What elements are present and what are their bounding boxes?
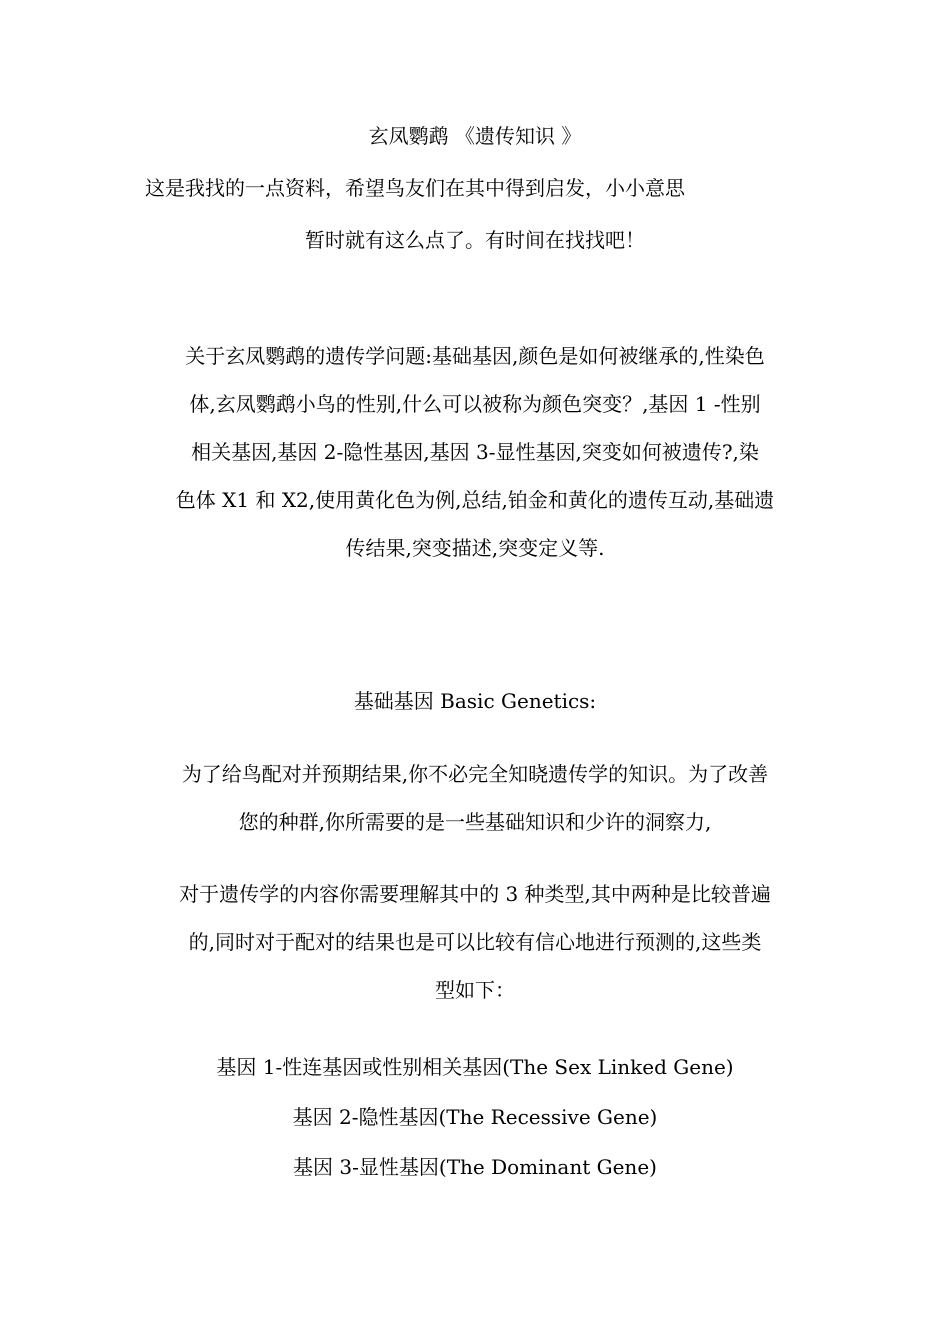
toc-paragraph <box>140 332 810 572</box>
intro-line-1: 这是我找的一点资料，希望鸟友们在其中得到启发，小小意思 <box>145 176 685 200</box>
gene-type-3: 基因 3-显性基因(The Dominant Gene) <box>293 1155 657 1179</box>
paragraph-line: 对于遗传学的内容你需要理解其中的 3 种类型,其中两种是比较普遍 <box>179 882 771 906</box>
basic-genetics-paragraph-2 <box>140 870 810 1014</box>
toc-line: 色体 X1 和 X2,使用黄化色为例,总结,铂金和黄化的遗传互动,基础遗 <box>175 488 775 512</box>
paragraph-line: 的,同时对于配对的结果也是可以比较有信心地进行预测的,这些类 <box>188 930 762 954</box>
paragraph-line: 型如下： <box>435 978 515 1002</box>
section-heading-basic-genetics: 基础基因 Basic Genetics: <box>353 689 597 713</box>
toc-line: 传结果,突变描述,突变定义等. <box>345 536 605 560</box>
basic-genetics-paragraph-1 <box>140 750 810 846</box>
toc-line: 相关基因,基因 2-隐性基因,基因 3-显性基因,突变如何被遗传?,染 <box>191 440 759 464</box>
gene-type-1: 基因 1-性连基因或性别相关基因(The Sex Linked Gene) <box>216 1055 734 1079</box>
paragraph-line: 您的种群,你所需要的是一些基础知识和少许的洞察力, <box>238 810 712 834</box>
intro-line-2: 暂时就有这么点了。有时间在找找吧！ <box>305 228 645 252</box>
paragraph-line: 为了给鸟配对并预期结果,你不必完全知晓遗传学的知识。为了改善 <box>181 762 769 786</box>
toc-line: 关于玄凤鹦鹉的遗传学问题:基础基因,颜色是如何被继承的,性染色 <box>185 344 765 368</box>
gene-type-2: 基因 2-隐性基因(The Recessive Gene) <box>292 1105 658 1129</box>
document-title: 玄凤鹦鹉 《遗传知识 》 <box>368 124 582 148</box>
toc-line: 体,玄凤鹦鹉小鸟的性别,什么可以被称为颜色突变？,基因 1 -性别 <box>189 392 761 416</box>
